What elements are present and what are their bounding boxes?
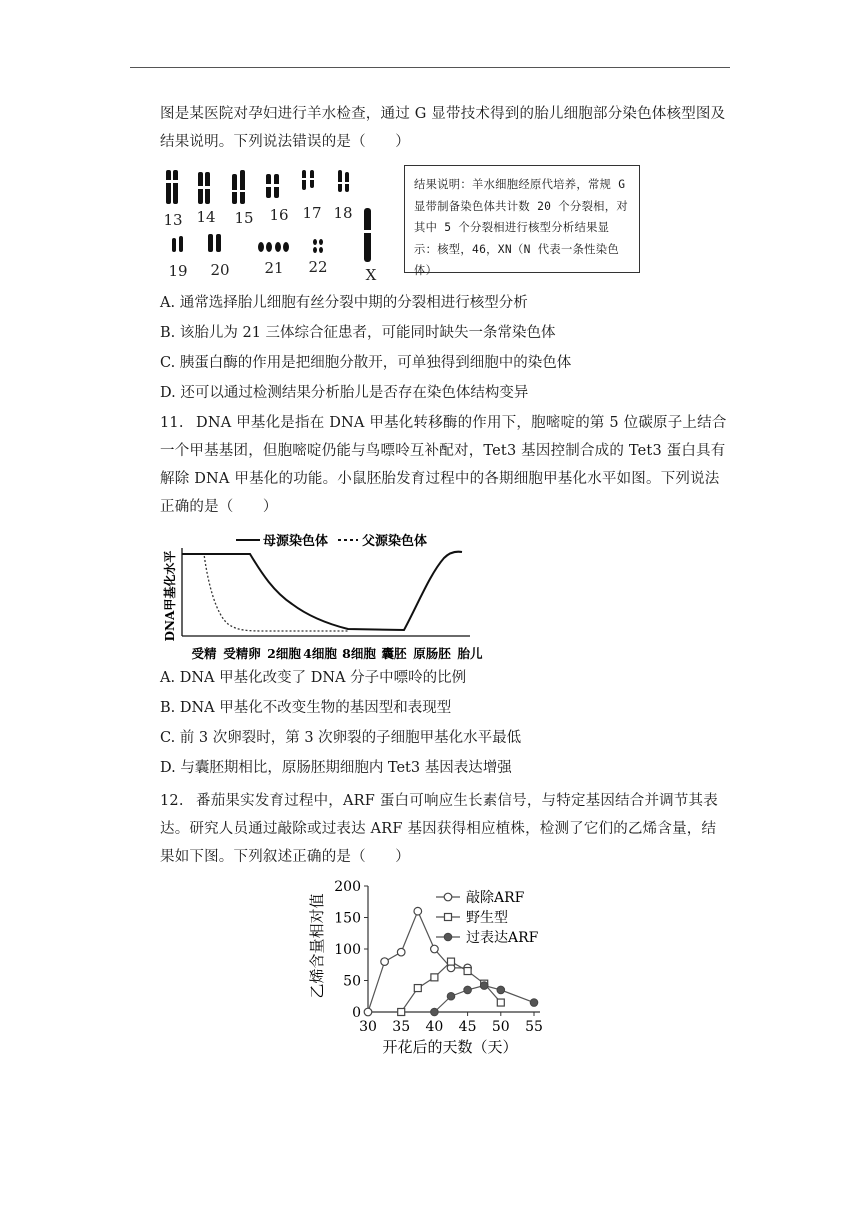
- chromosome-14: [198, 172, 210, 204]
- q11-text: DNA 甲基化是指在 DNA 甲基化转移酶的作用下，胞嘧啶的第 5 位碳原子上结合一个甲基基团，但胞嘧啶仍能与鸟嘌呤互补配对，Tet3 基因控制合成的 Tet3 蛋白具有解除 DNA 甲基化的功能。小鼠胚胎发育过程中的各期细胞甲基化水平如图。下列说法正确的是（ ）: [160, 415, 727, 515]
- cat-2cell: 2细胞: [267, 646, 301, 661]
- y-tick-label: 100: [334, 942, 361, 958]
- chromosome-15: [232, 170, 245, 204]
- label-15: 15: [234, 209, 254, 227]
- chromosome-13: [166, 170, 178, 204]
- legend-maternal-label: 母源染色体: [263, 534, 329, 549]
- paternal-curve: [182, 554, 348, 631]
- q11-option-c: C. 前 3 次卵裂时，第 3 次卵裂的子细胞甲基化水平最低: [160, 730, 522, 746]
- methylation-chart-svg: [158, 524, 498, 664]
- series-0: [364, 907, 471, 1015]
- data-point: [497, 999, 504, 1006]
- chromosome-21: [258, 242, 289, 252]
- data-point: [381, 958, 389, 966]
- ethylene-ylabel: 乙烯含量相对值: [308, 893, 326, 999]
- chromosome-20: [208, 234, 221, 252]
- label-22: 22: [308, 258, 328, 276]
- cat-blastocyst: 囊胚: [381, 646, 407, 661]
- ethylene-xlabel: 开花后的天数（天）: [382, 1038, 518, 1056]
- x-tick-label: 55: [525, 1019, 543, 1035]
- data-point: [431, 1008, 439, 1016]
- chromosome-18: [338, 170, 349, 192]
- x-tick-label: 45: [458, 1019, 477, 1035]
- legend-paternal-label: 父源染色体: [362, 534, 428, 549]
- data-point: [530, 999, 538, 1007]
- data-point: [397, 948, 405, 956]
- data-point: [398, 1009, 405, 1016]
- q12-number: 12.: [160, 793, 184, 809]
- header-rule: [130, 67, 730, 68]
- data-point: [464, 968, 471, 975]
- label-20: 20: [210, 261, 230, 279]
- y-tick-label: 150: [334, 910, 361, 927]
- label-14: 14: [196, 208, 216, 226]
- methylation-chart: [158, 524, 498, 668]
- data-point: [414, 907, 422, 915]
- legend-label: 敲除ARF: [466, 890, 525, 906]
- methylation-ylabel: DNA甲基化水平: [163, 550, 177, 642]
- y-tick-label: 0: [352, 1005, 361, 1021]
- data-point: [431, 945, 439, 953]
- maternal-curve: [182, 552, 462, 630]
- label-x: X: [365, 266, 377, 284]
- legend-marker: [444, 933, 452, 941]
- cat-8cell: 8细胞: [342, 646, 376, 661]
- data-point: [448, 958, 455, 965]
- q11-stem: [160, 409, 730, 521]
- label-16: 16: [269, 206, 289, 224]
- series-2: [431, 982, 538, 1016]
- data-point: [497, 986, 505, 994]
- chromosome-19: [172, 236, 183, 252]
- x-tick-label: 35: [392, 1019, 411, 1035]
- chromosome-17: [302, 170, 314, 190]
- legend-marker: [444, 893, 452, 901]
- cat-zygote: 受精卵: [223, 646, 261, 661]
- q10-option-c: C. 胰蛋白酶的作用是把细胞分散开，可单独得到细胞中的染色体: [160, 355, 572, 371]
- q11-number: 11.: [160, 415, 184, 431]
- q11-option-b: B. DNA 甲基化不改变生物的基因型和表现型: [160, 700, 452, 716]
- y-tick-label: 50: [343, 973, 361, 990]
- q10-option-b: B. 该胎儿为 21 三体综合征患者，可能同时缺失一条常染色体: [160, 325, 556, 341]
- label-21: 21: [264, 259, 284, 277]
- chromosome-22: [313, 239, 323, 253]
- ethylene-chart-svg: [300, 872, 570, 1062]
- result-description-box: 结果说明：羊水细胞经原代培养，常规 G 显带制备染色体共计数 20 个分裂相，对其中 5 个分裂相进行核型分析结果显示：核型，46，XN（N 代表一条性染色体）: [404, 165, 640, 273]
- legend-marker: [445, 914, 452, 921]
- cat-fertilization: 受精: [191, 646, 217, 661]
- q12-text: 番茄果实发育过程中，ARF 蛋白可响应生长素信号，与特定基因结合并调节其表达。研究人员通过敲除或过表达 ARF 基因获得相应植株，检测了它们的乙烯含量，结果如下图。下列叙述正确的是（ ）: [160, 793, 718, 865]
- data-point: [447, 992, 455, 1000]
- chromosome-x: [364, 208, 371, 262]
- karyotype-figure: [160, 160, 390, 289]
- chromosome-16: [266, 174, 279, 198]
- q12-stem: [160, 787, 730, 871]
- q10-option-a: A. 通常选择胎儿细胞有丝分裂中期的分裂相进行核型分析: [160, 295, 528, 311]
- karyotype-image: [160, 160, 390, 285]
- cat-4cell: 4细胞: [303, 646, 337, 661]
- q10-stem: 图是某医院对孕妇进行羊水检查，通过 G 显带技术得到的胎儿细胞部分染色体核型图及结果说明。下列说法错误的是（ ）: [160, 106, 726, 150]
- x-tick-label: 40: [425, 1019, 444, 1035]
- q10-option-d: D. 还可以通过检测结果分析胎儿是否存在染色体结构变异: [160, 385, 529, 401]
- q11-option-a: A. DNA 甲基化改变了 DNA 分子中嘌呤的比例: [160, 670, 467, 686]
- x-tick-label: 50: [491, 1019, 510, 1035]
- x-tick-label: 30: [359, 1019, 377, 1035]
- data-point: [431, 974, 438, 981]
- y-tick-label: 200: [334, 879, 361, 895]
- data-point: [364, 1008, 372, 1016]
- data-point: [464, 986, 472, 994]
- ethylene-chart: [300, 872, 570, 1066]
- label-17: 17: [302, 204, 322, 222]
- data-point: [414, 985, 421, 992]
- legend-label: 野生型: [466, 910, 508, 926]
- label-19: 19: [168, 262, 188, 280]
- cat-fetus: 胎儿: [457, 646, 483, 661]
- label-18: 18: [333, 204, 353, 222]
- cat-gastrula: 原肠胚: [413, 646, 451, 661]
- legend-label: 过表达ARF: [466, 930, 539, 946]
- data-point: [480, 982, 488, 990]
- q11-option-d: D. 与囊胚期相比，原肠胚期细胞内 Tet3 基因表达增强: [160, 760, 512, 776]
- label-13: 13: [163, 211, 183, 229]
